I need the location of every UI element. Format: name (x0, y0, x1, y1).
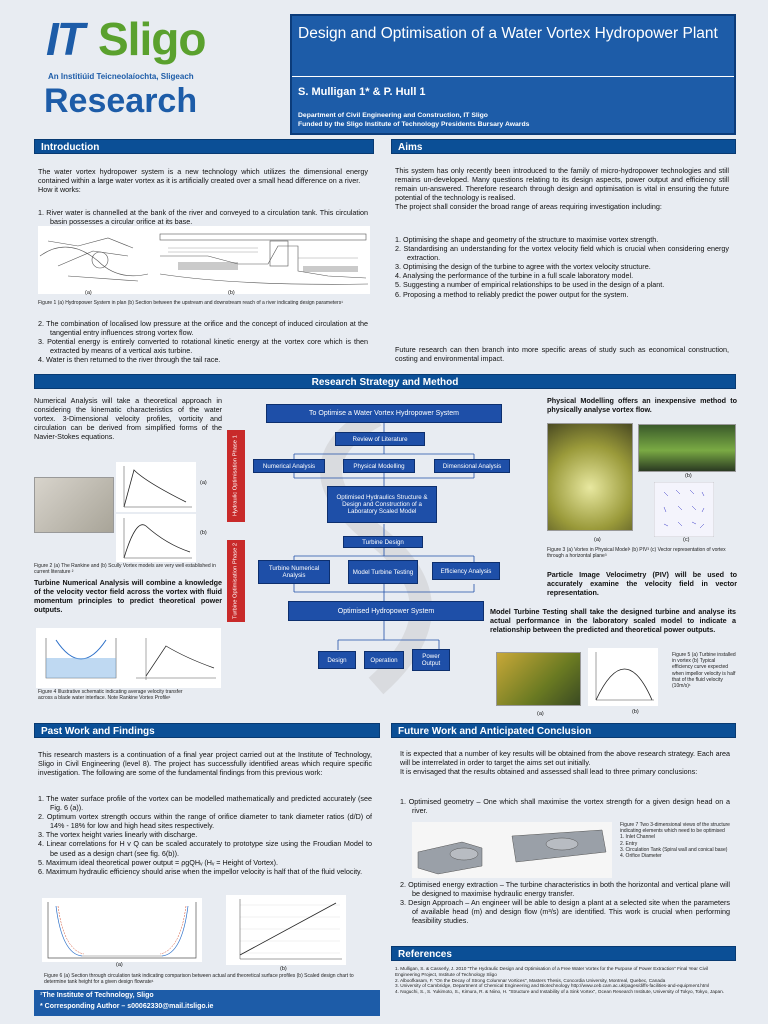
fig6-label-a: (a) (116, 962, 123, 968)
figure3-caption: Figure 3 (a) Vortex in Physical Model¹ (b) PIV³ (c) Vector representation of vortex through a horizontal plane³ (547, 547, 726, 560)
figure5a-photo (496, 652, 581, 706)
fig3-label-b: (b) (685, 473, 692, 479)
phase2-tab: Turbine Optimisation Phase 2 (227, 540, 245, 622)
figure6-caption: Figure 6 (a) Section through circulation tank indicating comparison between actual and theoretical surface profiles (b) Scaled design chart to determine tank height for a given design flowrate¹ (44, 973, 354, 986)
past-heading: Past Work and Findings (34, 723, 380, 738)
aims-p3: Future research can then branch into more specific areas of study such as economical construction, costing and environmental impact. (395, 345, 729, 364)
figure7-item: 4. Orifice Diameter (620, 853, 662, 860)
department: Department of Civil Engineering and Construction, IT Sligo (298, 112, 488, 119)
flow-physical: Physical Modelling (343, 459, 415, 473)
figure3c-vector (654, 482, 714, 537)
strategy-turbine: Turbine Numerical Analysis will combine a knowledge of the velocity vector field across the vortex with fluid momentum principles to predict theoretical power outputs. (34, 578, 222, 615)
figure7-item: 2. Entry (620, 840, 638, 847)
past-item: 6. Maximum hydraulic efficiency should arise when the impellor velocity is half that of the fluid velocity. (38, 866, 363, 876)
title-block (290, 14, 736, 135)
flow-optimised: Optimised Hydraulics Structure & Design and Construction of a Laboratory Scaled Model (327, 486, 437, 523)
figure5-caption: Figure 5 (a) Turbine installed in vortex (b) Typical efficiency curve expected when impellor velocity is half that of the fluid velocity (10m/s)¹ (672, 652, 736, 690)
intro-steps (38, 319, 368, 364)
figure6b-chart (226, 895, 346, 965)
logo (42, 14, 272, 134)
footer (34, 990, 380, 1016)
figure2-chart-a (116, 462, 196, 512)
figure5b-chart (588, 648, 658, 706)
strategy-physical: Physical Modelling offers an inexpensive method to physically analyse vortex flow. (547, 396, 737, 415)
intro-text (38, 167, 368, 194)
figure1-diagram (38, 226, 370, 294)
fig5-label-b: (b) (632, 709, 639, 715)
future-i1: 1. Optimised geometry – One which shall maximise the vortex strength for a given design head on a river. (400, 797, 730, 816)
aims-item: 6. Proposing a method to reliably predict the power output for the system. (395, 289, 629, 299)
aims-heading: Aims (391, 139, 736, 154)
aims-item: 2. Standardising an understanding for the vortex velocity field which is crucial when considering energy extraction. (395, 244, 729, 263)
aims-p2: The project shall consider the broad range of areas requiring investigation including: (395, 202, 662, 212)
future-p1: It is expected that a number of key results will be obtained from the above research strategy. Each area will be interrelated in order to target the aims set out initially. (400, 749, 730, 768)
fig1-label-a: (a) (85, 290, 92, 296)
references-heading: References (391, 946, 736, 961)
fig2-label-b: (b) (200, 530, 207, 536)
figure4-diagram (36, 628, 221, 688)
figure1-caption: Figure 1 (a) Hydropower System in plan (b) Section between the upstream and downstream reach of a river indicating design parameters¹ (38, 300, 343, 306)
figure2-caption: Figure 2 (a) The Rankine and (b) Scully Vortex models are very well established in current literature ² (34, 563, 216, 576)
fig1-label-b: (b) (228, 290, 235, 296)
past-item: 5. Maximum ideal theoretical power output = ρgQHᵥ (Hᵥ = Height of Vortex). (38, 857, 279, 867)
aims-text (395, 166, 729, 211)
references-list (395, 966, 732, 995)
reference-item: 1. Mulligan, S. & Casserly, J. 2010 "The Hydraulic Design and Optimisation of a Free Water Vortex for the Purpose of Power Extraction" Final Year Civil Engineering Project, Institute of Technology Sligo (395, 966, 709, 977)
flow-mtt: Model Turbine Testing (348, 560, 418, 584)
flow-operation: Operation (364, 651, 404, 669)
future-items (400, 880, 730, 925)
aims-item: 5. Suggesting a number of empirical relationships to be used in the design of a plant. (395, 280, 665, 290)
intro-how: How it works: (38, 185, 81, 195)
strategy-numerical: Numerical Analysis will take a theoretical approach in considering the kinematic characteristics of the water vortex. 3-Dimensional velocity profiles, vorticity and circulation can be derived from simplified forms of the Navier-Stokes equations. (34, 396, 222, 442)
authors: S. Mulligan 1* & P. Hull 1 (298, 86, 426, 98)
figure7-item: 1. Inlet Channel (620, 834, 656, 841)
past-item: 3. The vortex height varies linearly with discharge. (38, 830, 198, 840)
intro-p1: The water vortex hydropower system is a new technology which utilizes the dimensional energy contained within a large water vortex as it is artificially created over a small head difference on a river. (38, 167, 368, 186)
figure3b-photo (638, 424, 736, 472)
fig3-label-c: (c) (683, 537, 690, 543)
logo-research: Research (44, 82, 198, 120)
phase1-tab: Hydraulic Optimisation Phase 1 (227, 430, 245, 522)
flow-top: To Optimise a Water Vortex Hydropower System (266, 404, 502, 423)
aims-p1: This system has only recently been introduced to the family of micro-hydropower technologies and still remains un-developed. Many questions relating to its design aspects, power output and efficiency still remain un-answered. Therefore research through design and optimisation is vital in ensuring the future potential of the technology is realised. (395, 166, 729, 203)
future-i2: 2. Optimised energy extraction – The turbine characteristics in both the horizontal and vertical plane will be designed to maximise hydraulic energy transfer. (400, 880, 730, 899)
figure7-diagram (412, 822, 612, 878)
intro-s1: 1. River water is channelled at the bank of the river and conveyed to a circulation tank. This circulation basin possesses a circular orifice at its base. (38, 208, 368, 227)
past-item: 2. Optimum vortex strength occurs within the range of orifice diameter to tank diameter ratios (d/D) of 14% - 18% for low and high head sites respectively. (38, 812, 372, 831)
strategy-piv: Particle Image Velocimetry (PIV) will be used to accurately examine the velocity field in vector representation. (547, 570, 737, 598)
logo-tagline: An Institiúid Teicneolaíochta, Sligeach (48, 72, 194, 81)
fig2-label-a: (a) (200, 480, 207, 486)
flow-tna: Turbine Numerical Analysis (258, 560, 330, 584)
figure4-caption: Figure 4 Illustrative schematic indicating average velocity transfer across a blade water interface. Note Rankine Vortex Profile¹ (38, 689, 183, 702)
logo-it: IT (46, 13, 83, 65)
flow-power: Power Output (412, 649, 450, 671)
aims-item: 4. Analysing the performance of the turbine in a full scale laboratory model. (395, 271, 634, 281)
figure7-caption (620, 822, 736, 859)
strategy-mtt: Model Turbine Testing shall take the designed turbine and analyse its actual performance in the laboratory scaled model to indicate a relationship between the predicted and theoretical power outputs. (490, 607, 736, 635)
figure6a-diagram (42, 898, 202, 962)
past-p1: This research masters is a continuation of a final year project carried out at the Institute of Technology, Sligo in Civil Engineering (level 8). The project has successfully identified areas which require specific investigation. The following are some of the fundamental findings from this previous work: (38, 750, 372, 778)
reference-item: 3. University of Cambridge, Department of Chemical Engineering and Biotechnology http://www.ceb.cam.ac.uk/pages/diffs-facilities-and-equipment.html (395, 983, 710, 989)
future-item1 (400, 797, 730, 815)
footer-institute: ¹The Institute of Technology, Sligo (40, 992, 154, 999)
aims-list (395, 235, 729, 299)
intro-step1 (38, 208, 368, 226)
flow-numerical: Numerical Analysis (253, 459, 325, 473)
future-p2: It is envisaged that the results obtained and assessed shall lead to three primary conclusions: (400, 767, 698, 777)
flow-turbine: Turbine Design (343, 536, 423, 548)
aims-item: 1. Optimising the shape and geometry of the structure to maximise vortex strength. (395, 235, 659, 244)
figure2-photo (34, 477, 114, 533)
funding: Funded by the Sligo Institute of Technology Presidents Bursary Awards (298, 121, 530, 128)
reference-item: 2. Alboofkasam, F. "On the Decay of Strong Columnar Vortices", Masters Thesis, Concordia University, Montreal, Quebec, Canada (395, 977, 666, 983)
strategy-heading: Research Strategy and Method (34, 374, 736, 389)
past-list (38, 794, 372, 876)
figure3a-photo (547, 423, 633, 531)
logo-sligo: Sligo (98, 13, 206, 65)
intro-heading: Introduction (34, 139, 374, 154)
figure7-caption-text: Figure 7 Two 3-dimensional views of the structure indicating elements which need to be optimised (620, 822, 730, 835)
title-divider (292, 76, 734, 77)
intro-s3: 3. Potential energy is entirely converted to rotational kinetic energy at the vortex core which is then extracted by means of a vertical axis turbine. (38, 337, 368, 356)
fig6-label-b: (b) (280, 966, 287, 972)
figure7-item: 3. Circulation Tank (Spiral wall and conical base) (620, 846, 728, 853)
future-heading: Future Work and Anticipated Conclusion (391, 723, 736, 738)
figure2-chart-b (116, 514, 196, 562)
future-i3: 3. Design Approach – An engineer will be able to design a plant at a selected site when the parameters of available head (m) and design flow (m³/s) are identified. This work is crucial when performing feasibility studies. (400, 898, 730, 926)
aims-item: 3. Optimising the design of the turbine to agree with the vortex velocity structure. (395, 262, 651, 272)
page-title: Design and Optimisation of a Water Vortex Hydropower Plant (298, 25, 718, 42)
flow-dimensional: Dimensional Analysis (434, 459, 510, 473)
past-item: 4. Linear correlations for H v Q can be scaled accurately to prototype size using the Froudian Model to be used as a design chart (see fig. 6(b)). (38, 839, 372, 858)
flow-review: Review of Literature (335, 432, 425, 446)
footer-author: * Corresponding Author – s00062330@mail.itsligo.ie (40, 1003, 214, 1010)
flow-eff: Efficiency Analysis (432, 562, 500, 580)
fig5-label-a: (a) (537, 711, 544, 717)
future-text (400, 749, 730, 776)
flow-design: Design (318, 651, 356, 669)
reference-item: 4. Noguchi, S., S. Yukimoto, S., Kimura, R. & Niino, H. "Structure and Instability of a Sink Vortex", Ocean Research Institute, University of Tokyo, Tokyo, Japan. (395, 989, 725, 995)
intro-s2: 2. The combination of localised low pressure at the orifice and the concept of induced circulation at the tangential entry influences strong vortex flow. (38, 319, 368, 338)
fig3-label-a: (a) (594, 537, 601, 543)
flow-ohs: Optimised Hydropower System (288, 601, 484, 621)
intro-s4: 4. Water is then returned to the river through the tail race. (38, 355, 221, 365)
past-item: 1. The water surface profile of the vortex can be modelled mathematically and predicted accurately (see Fig. 6 (a)). (38, 794, 372, 813)
